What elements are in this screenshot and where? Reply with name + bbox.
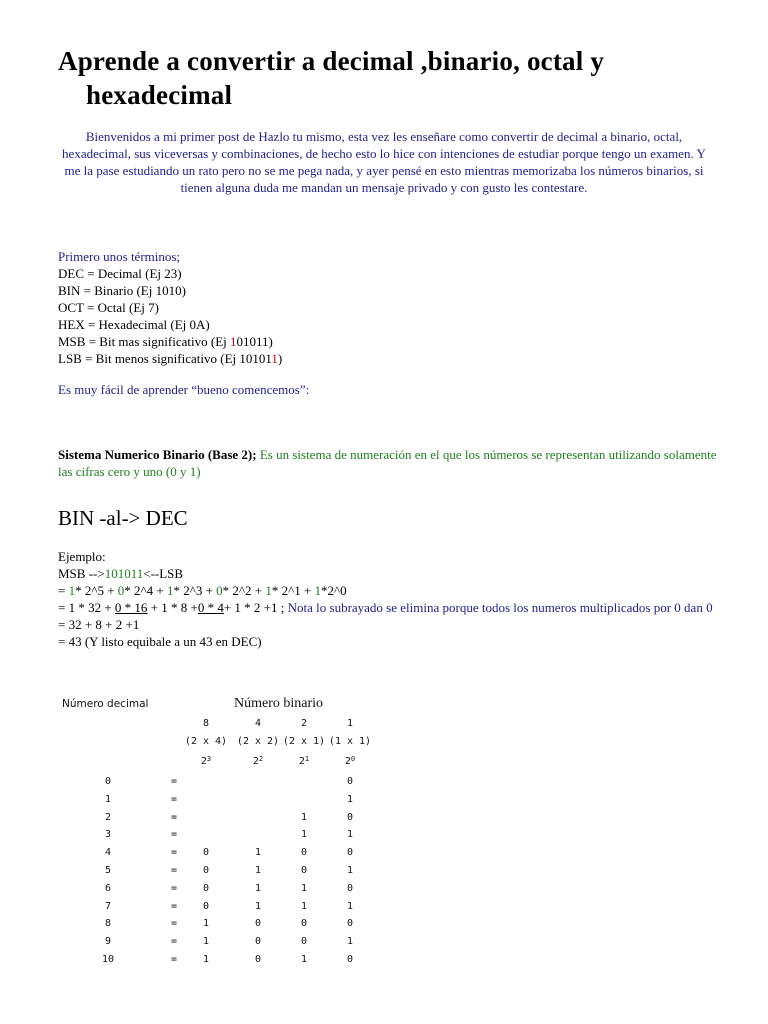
table-weight: 8 (202, 718, 210, 729)
term-msb-rest: 01011) (236, 334, 273, 349)
table-product: (2 x 2) (236, 736, 280, 747)
table-row-bit: 0 (254, 918, 262, 930)
table-row-bit: 1 (202, 918, 210, 930)
binary-table-image (58, 690, 380, 965)
table-row-bit: 1 (300, 882, 308, 894)
intro-paragraph: Bienvenidos a mi primer post de Hazlo tu mismo, esta vez les enseñare como convertir de decimal a binario, octal, hexadecimal, sus viceversas y combinaciones, de hecho esto lo hice con intenciones de estudiar porque tengo un examen. Y me la pase estudiando un rato pero no se me pega nada, y ayer pensé en esto mientras memorizaba los números binarios, si tienen alguna duda me mandan un mensaje privado y con gusto les contestare. (62, 129, 706, 195)
example-sum-line: = 32 + 8 + 2 +1 (58, 617, 140, 632)
table-row-decimal: 3 (104, 829, 112, 841)
table-row-equals: = (170, 900, 178, 912)
example-result-line: = 43 (Y listo equibale a un 43 en DEC) (58, 634, 262, 649)
exp-d: 0 (117, 583, 125, 598)
term-lsb-rest: ) (277, 351, 283, 366)
table-row-bit: 1 (254, 865, 262, 876)
table-row-bit: 0 (300, 847, 308, 859)
table-row-bit: 1 (300, 900, 308, 912)
table-power-exponent: 3 (206, 755, 212, 763)
table-row-bit: 0 (254, 936, 262, 948)
table-row-decimal: 4 (104, 847, 112, 859)
table-row-bit: 0 (346, 954, 354, 965)
section-heading: BIN -al-> DEC (58, 506, 188, 530)
table-row-bit: 0 (346, 811, 354, 823)
table-row-bit: 1 (254, 900, 262, 912)
table-power-base: 2 (344, 756, 351, 767)
table-row-bit: 1 (300, 829, 308, 841)
table-row-equals: = (170, 776, 178, 787)
table-row-equals: = (170, 811, 178, 823)
table-row-decimal: 8 (104, 918, 112, 930)
table-row-equals: = (170, 847, 178, 859)
binary-system-definition (58, 446, 718, 480)
table-weight: 2 (300, 718, 308, 729)
table-row-bit: 0 (346, 776, 354, 787)
table-power-exponent: 0 (350, 755, 356, 763)
table-row-decimal: 1 (104, 793, 112, 805)
table-row-decimal: 7 (104, 900, 112, 912)
exp-m: *2^0 (321, 583, 347, 598)
example-lsb-suffix: <--LSB (143, 566, 184, 581)
table-power-exponent: 1 (304, 755, 310, 763)
table-row-bit: 1 (202, 954, 210, 965)
table-product: (2 x 4) (184, 736, 228, 747)
term-lsb-highlight: 1 (271, 351, 278, 366)
table-row-bit: 0 (346, 918, 354, 930)
table-row-equals: = (170, 918, 178, 930)
prod-underlined-2: 0 * 4 (197, 600, 224, 615)
exp-a: = (58, 583, 69, 598)
table-row-bit: 0 (300, 936, 308, 948)
exp-l: 1 (314, 583, 322, 598)
table-product: (2 x 1) (282, 736, 326, 747)
table-power-exponent: 2 (258, 755, 264, 763)
table-row-bit: 0 (202, 900, 210, 912)
table-row-bit: 1 (254, 882, 262, 894)
term-lsb (58, 350, 282, 367)
exp-f: 1 (166, 583, 174, 598)
table-row-bit: 0 (346, 882, 354, 894)
table-row-bit: 1 (346, 865, 354, 876)
term-bin: BIN = Binario (Ej 1010) (58, 283, 186, 298)
table-row-bit: 1 (346, 936, 354, 948)
prod-underlined-1: 0 * 16 (114, 600, 148, 615)
term-lsb-text: LSB = Bit menos significativo (Ej 10101 (58, 351, 272, 366)
exp-k: * 2^1 + (271, 583, 315, 598)
table-row-bit: 1 (300, 811, 308, 823)
table-power-base: 2 (298, 756, 305, 767)
exp-g: * 2^3 + (173, 583, 217, 598)
table-power (186, 756, 226, 767)
prod-a: = 1 * 32 + (58, 600, 115, 615)
table-row-bit: 0 (202, 847, 210, 859)
table-row-decimal: 0 (104, 776, 112, 787)
prod-c: + 1 * 8 + (147, 600, 198, 615)
terms-list (58, 248, 282, 367)
example-msb-prefix: MSB --> (58, 566, 105, 581)
table-power (330, 756, 370, 767)
example-msb-line (58, 565, 718, 582)
table-row-equals: = (170, 936, 178, 948)
title-line-2: hexadecimal (86, 80, 233, 110)
example-product-line (58, 599, 718, 616)
exp-e: * 2^4 + (124, 583, 167, 598)
table-row-bit: 1 (346, 829, 354, 841)
table-row-bit: 0 (346, 847, 354, 859)
binary-system-title: Sistema Numerico Binario (Base 2); (58, 447, 257, 462)
exp-j: 1 (265, 583, 272, 598)
table-row-equals: = (170, 865, 178, 876)
table-weight: 4 (254, 718, 262, 729)
table-row-bit: 0 (202, 865, 210, 876)
prod-note: Nota lo subrayado se elimina porque todos los numeros multiplicados por 0 dan 0 (287, 600, 713, 615)
terms-heading: Primero unos términos; (58, 249, 181, 264)
table-row-bit: 1 (346, 793, 354, 805)
term-hex: HEX = Hexadecimal (Ej 0A) (58, 317, 210, 332)
table-row-bit: 1 (300, 954, 308, 965)
table-row-equals: = (170, 882, 178, 894)
term-dec: DEC = Decimal (Ej 23) (58, 266, 182, 281)
table-row-bit: 0 (254, 954, 262, 965)
easy-line: Es muy fácil de aprender “bueno comencemos”: (58, 382, 310, 397)
table-power-base: 2 (252, 756, 259, 767)
page-title (58, 44, 748, 112)
table-row-bit: 1 (254, 847, 262, 859)
term-msb-highlight: 1 (230, 334, 237, 349)
title-line-1: Aprende a convertir a decimal ,binario, octal y (58, 46, 605, 76)
table-row-bit: 1 (346, 900, 354, 912)
table-weight: 1 (346, 718, 354, 729)
term-msb-text: MSB = Bit mas significativo (Ej (58, 334, 230, 349)
table-row-equals: = (170, 829, 178, 841)
table-row-bit: 0 (300, 918, 308, 930)
table-power (284, 756, 324, 767)
table-row-decimal: 10 (101, 954, 115, 965)
table-row-equals: = (170, 793, 178, 805)
table-power (238, 756, 278, 767)
binary-system-text: Es un sistema de numeración en el que los números se representan utilizando solamente las cifras cero y uno (0 y 1) (58, 447, 717, 479)
example-expansion-line (58, 582, 718, 599)
table-row-decimal: 9 (104, 936, 112, 948)
exp-c: * 2^5 + (75, 583, 118, 598)
table-row-decimal: 2 (104, 811, 112, 823)
table-header-decimal: Número decimal (62, 698, 149, 710)
term-oct: OCT = Octal (Ej 7) (58, 300, 159, 315)
exp-b: 1 (68, 583, 76, 598)
term-msb (58, 333, 282, 350)
table-row-decimal: 6 (104, 882, 112, 894)
conversion-example (58, 548, 718, 650)
exp-h: 0 (216, 583, 223, 598)
example-binary-number: 101011 (104, 566, 144, 581)
table-header-binary: Número binario (234, 696, 324, 711)
table-row-bit: 0 (300, 865, 308, 876)
table-product: (1 x 1) (328, 736, 372, 747)
table-power-base: 2 (200, 756, 207, 767)
table-row-bit: 1 (202, 936, 210, 948)
table-row-bit: 0 (202, 882, 210, 894)
table-row-equals: = (170, 954, 178, 965)
prod-e: + 1 * 2 +1 ; (223, 600, 288, 615)
exp-i: * 2^2 + (222, 583, 266, 598)
table-row-decimal: 5 (104, 865, 112, 876)
example-label: Ejemplo: (58, 549, 106, 564)
